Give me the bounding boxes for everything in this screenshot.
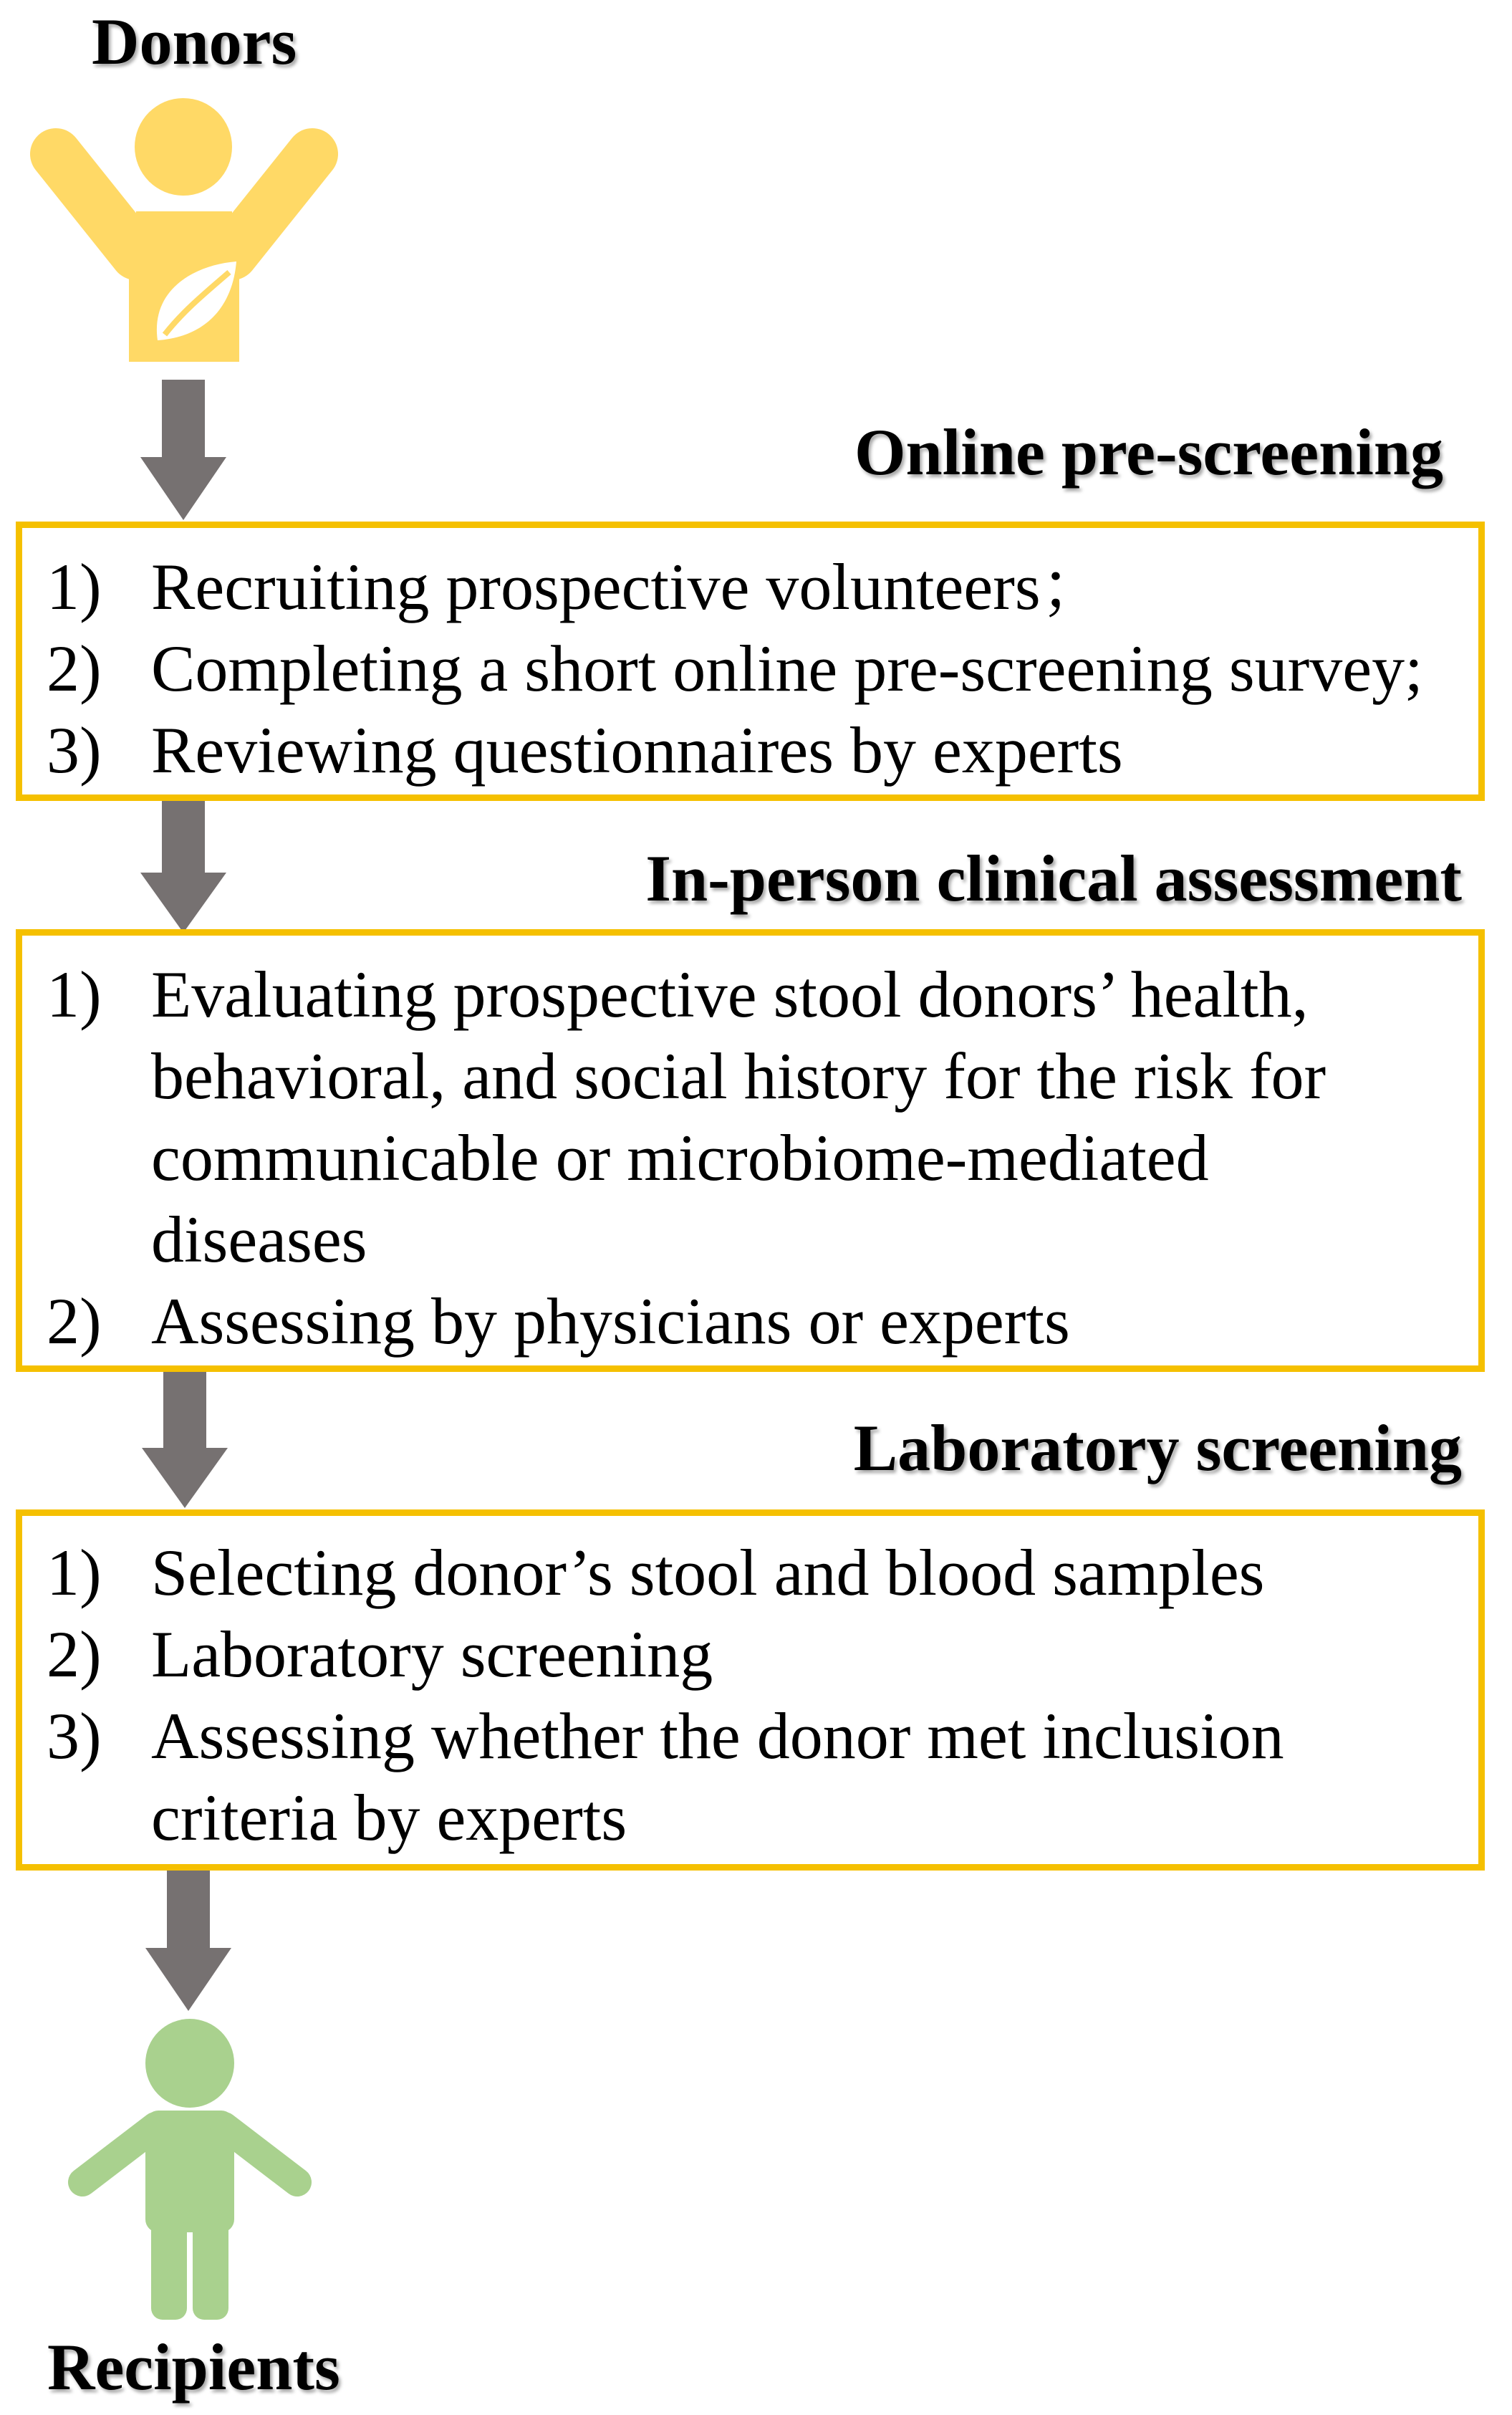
item-text: Recruiting prospective volunteers； [151, 550, 1107, 623]
arrow-down-icon [140, 380, 226, 523]
arrow-down-icon [140, 801, 226, 937]
item-number: 3) [47, 1699, 102, 1772]
item-number: 2) [47, 1618, 102, 1691]
item-text: Selecting donor’s stool and blood samples [151, 1536, 1265, 1609]
stage-1-box [16, 522, 1485, 801]
arrow-down-icon [145, 1871, 231, 2014]
donor-figure-icon [29, 90, 344, 362]
recipients-label: Recipients [47, 2330, 340, 2404]
item-number: 1) [47, 550, 102, 623]
item-text: Laboratory screening [151, 1618, 713, 1691]
item-number: 3) [47, 714, 102, 787]
donors-label: Donors [92, 5, 297, 78]
stage-2-box [16, 929, 1485, 1372]
item-text: Assessing by physicians or experts [151, 1285, 1070, 1358]
item-number: 2) [47, 1285, 102, 1358]
item-text: Completing a short online pre-screening survey; [151, 632, 1423, 705]
stage-1-title: Online pre-screening [854, 416, 1443, 489]
item-text: Reviewing questionnaires by experts [151, 714, 1123, 787]
stage-3-box [16, 1509, 1485, 1871]
recipient-figure-icon [61, 2019, 319, 2320]
stage-3-title: Laboratory screening [853, 1411, 1462, 1484]
item-number: 1) [47, 1536, 102, 1609]
stage-2-title: In-person clinical assessment [645, 842, 1462, 915]
item-number: 2) [47, 632, 102, 705]
item-text: Evaluating prospective stool donors’ health, behavioral, and social history for the risk for communicable or microbiome-mediated diseases [151, 958, 1326, 1276]
arrow-down-icon [142, 1372, 228, 1512]
item-number: 1) [47, 958, 102, 1031]
item-text: Assessing whether the donor met inclusion criteria by experts [151, 1699, 1284, 1854]
